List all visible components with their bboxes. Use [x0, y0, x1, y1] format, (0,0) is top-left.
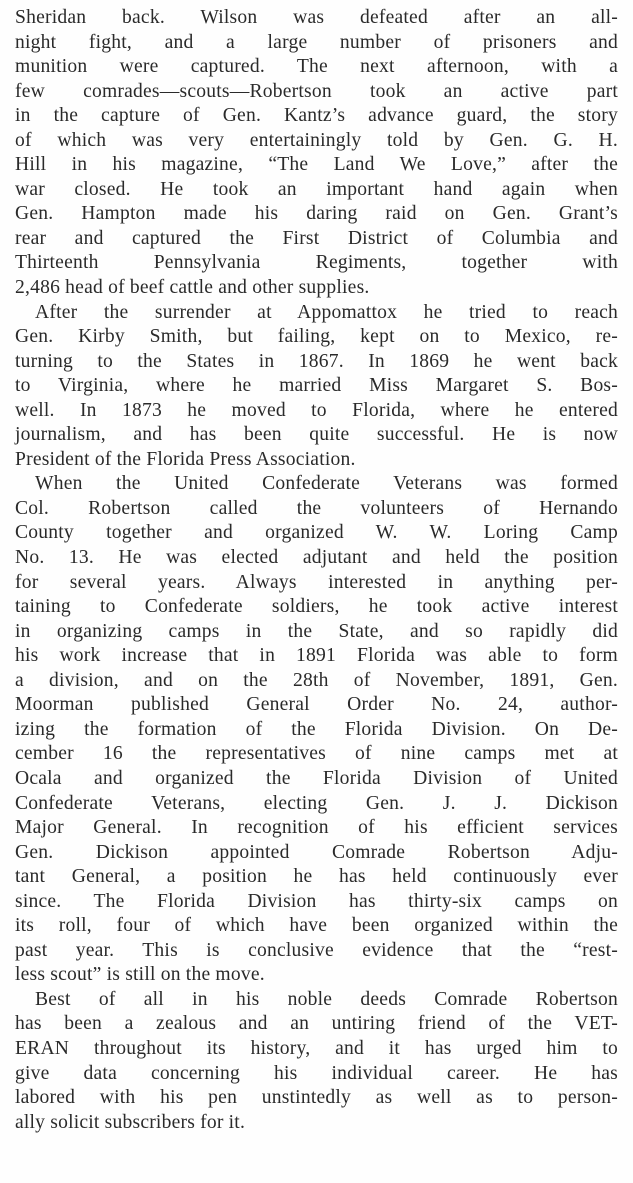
text-line: in the capture of Gen. Kantz’s advance guard, the story — [15, 105, 618, 127]
text-line: Gen. Kirby Smith, but failing, kept on to Mexico, re- — [15, 326, 618, 348]
text-line: Gen. Dickison appointed Comrade Robertson Adju- — [15, 841, 618, 863]
text-line: tant General, a position he has held continuously ever — [15, 866, 618, 888]
text-line: has been a zealous and an untiring friend of the VET- — [15, 1013, 618, 1035]
text-line: night fight, and a large number of prisoners and — [15, 31, 618, 53]
text-line: taining to Confederate soldiers, he took active interest — [15, 596, 618, 618]
text-line: munition were captured. The next afternoon, with a — [15, 56, 618, 78]
text-line: of which was very entertainingly told by Gen. G. H. — [15, 129, 618, 151]
text-line: turning to the States in 1867. In 1869 he went back — [15, 350, 618, 372]
text-line: When the United Confederate Veterans was formed — [35, 473, 618, 495]
text-line: Major General. In recognition of his efficient services — [15, 817, 618, 839]
article-column — [15, 6, 618, 1135]
paragraph — [15, 472, 618, 987]
paragraph — [15, 301, 618, 473]
text-line: to Virginia, where he married Miss Margaret S. Bos- — [15, 375, 618, 397]
text-line: for several years. Always interested in anything per- — [15, 571, 618, 593]
text-line: a division, and on the 28th of November, 1891, Gen. — [15, 669, 618, 691]
paragraph — [15, 6, 618, 301]
text-line: Ocala and organized the Florida Division of United — [15, 767, 618, 789]
text-line: war closed. He took an important hand again when — [15, 178, 618, 200]
text-line: well. In 1873 he moved to Florida, where he entered — [15, 399, 618, 421]
text-line: in organizing camps in the State, and so rapidly did — [15, 620, 618, 642]
text-line: labored with his pen unstintedly as well as to person- — [15, 1087, 618, 1109]
text-line: give data concerning his individual career. He has — [15, 1062, 618, 1084]
text-line: rear and captured the First District of Columbia and — [15, 227, 618, 249]
text-line: past year. This is conclusive evidence that the “rest- — [15, 939, 618, 961]
text-line: After the surrender at Appomattox he tried to reach — [35, 301, 618, 323]
text-line: ally solicit subscribers for it. — [15, 1111, 246, 1133]
text-line: its roll, four of which have been organized within the — [15, 915, 618, 937]
text-line: 2,486 head of beef cattle and other supplies. — [15, 277, 370, 299]
text-line: since. The Florida Division has thirty-six camps on — [15, 890, 618, 912]
text-line: Moorman published General Order No. 24, author- — [15, 694, 618, 716]
text-line: Best of all in his noble deeds Comrade Robertson — [35, 988, 618, 1010]
text-line: journalism, and has been quite successful. He is now — [15, 424, 618, 446]
text-line: Thirteenth Pennsylvania Regiments, together with — [15, 252, 618, 274]
text-line: Gen. Hampton made his daring raid on Gen. Grant’s — [15, 203, 618, 225]
text-line: County together and organized W. W. Loring Camp — [15, 522, 618, 544]
text-line: Col. Robertson called the volunteers of Hernando — [15, 497, 618, 519]
text-line: his work increase that in 1891 Florida was able to form — [15, 645, 618, 667]
text-line: No. 13. He was elected adjutant and held the position — [15, 547, 618, 569]
text-line: cember 16 the representatives of nine camps met at — [15, 743, 618, 765]
text-line: Hill in his magazine, “The Land We Love,” after the — [15, 154, 618, 176]
text-line: less scout” is still on the move. — [15, 964, 265, 986]
text-line: few comrades—scouts—Robertson took an active part — [15, 80, 618, 102]
text-line: izing the formation of the Florida Division. On De- — [15, 718, 618, 740]
text-line: President of the Florida Press Association. — [15, 448, 356, 470]
text-line: ERAN throughout its history, and it has urged him to — [15, 1037, 618, 1059]
text-line: Confederate Veterans, electing Gen. J. J. Dickison — [15, 792, 618, 814]
paragraph — [15, 988, 618, 1135]
text-line: Sheridan back. Wilson was defeated after an all- — [15, 7, 618, 28]
